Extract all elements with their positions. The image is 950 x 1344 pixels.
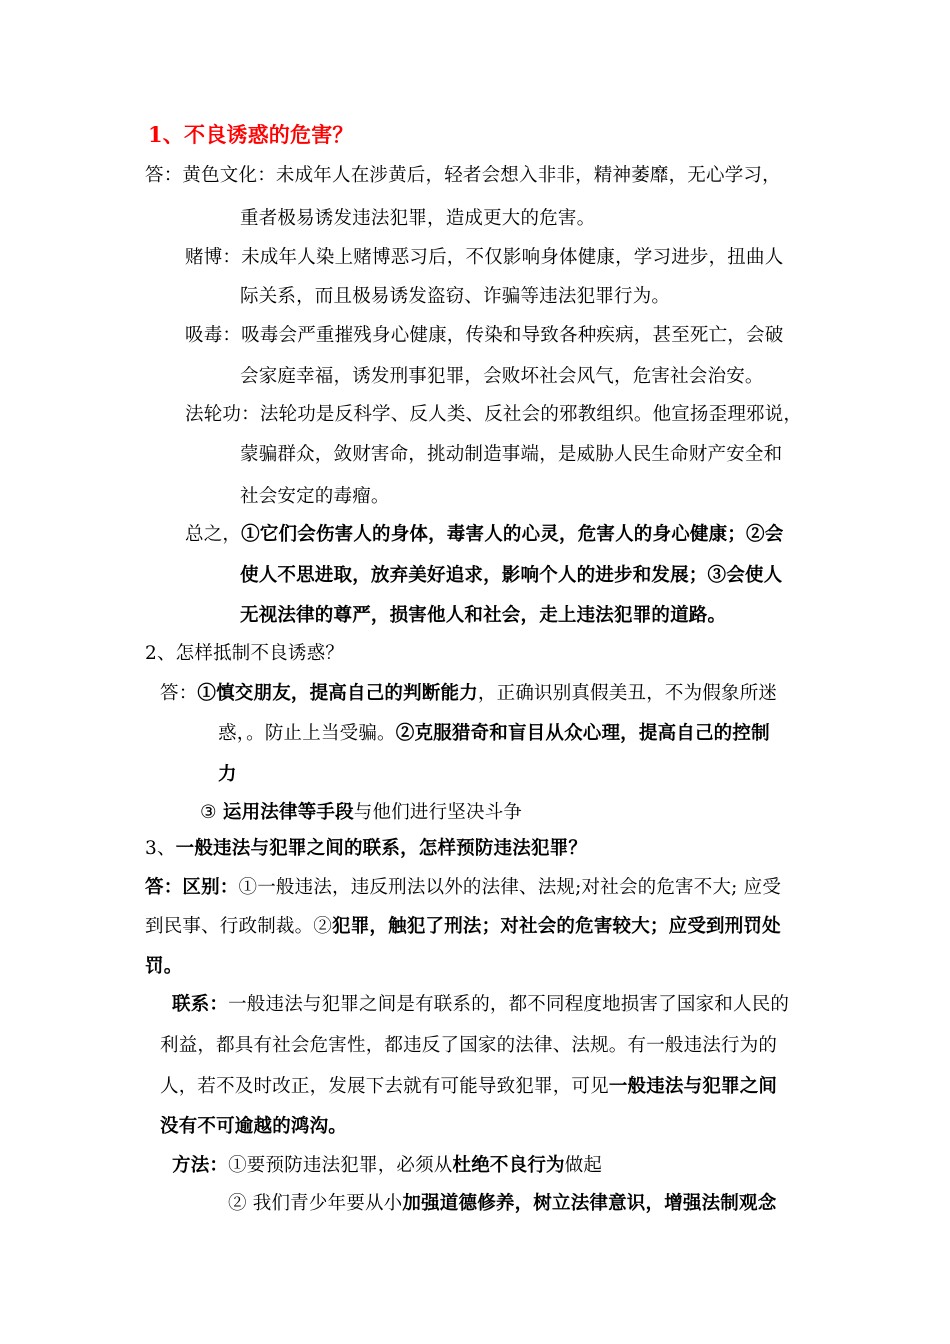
q1-zongzhi-text1: ①它们会伤害人的身体，毒害人的心灵，危害人的身心健康；②会 bbox=[241, 524, 784, 545]
q1-huangse-line2: 重者极易诱发违法犯罪，造成更大的危害。 bbox=[240, 208, 596, 229]
q3-fangfa-line2 bbox=[228, 1191, 776, 1217]
q3-fangfa-text2-num: ② 我们青少年要从小 bbox=[228, 1193, 403, 1214]
q3-qubie-line2 bbox=[145, 914, 781, 940]
q1-xidu-prefix: 吸毒： bbox=[185, 325, 242, 346]
q3-qubie-text2-normal: 到民事、行政制裁。② bbox=[145, 916, 333, 937]
q1-falungong-line2: 蒙骗群众，敛财害命，挑动制造事端，是威胁人民生命财产安全和 bbox=[240, 444, 783, 465]
q2-answer-line2 bbox=[218, 721, 770, 747]
q2-answer-line4 bbox=[200, 800, 522, 826]
q3-fangfa-line1 bbox=[172, 1153, 602, 1179]
q1-huangse-text1: 未成年人在涉黄后，轻者会想入非非，精神萎靡，无心学习， bbox=[275, 165, 781, 186]
q2-point2-bold: ②克服猎奇和盲目从众心理，提高自己的控制 bbox=[395, 723, 770, 744]
q1-falungong-text1: 法轮功是反科学、反人类、反社会的邪教组织。他宣扬歪理邪说， bbox=[259, 404, 803, 425]
q1-falungong-prefix: 法轮功： bbox=[185, 404, 260, 425]
q3-qubie-label: 答：区别： bbox=[145, 877, 239, 898]
q3-qubie-line1 bbox=[145, 875, 781, 901]
q2-answer-line3: 力 bbox=[218, 764, 237, 785]
q1-zongzhi-line1 bbox=[185, 522, 783, 548]
q1-falungong-line3: 社会安定的毒瘤。 bbox=[240, 486, 390, 507]
q1-title: 1、不良诱惑的危害？ bbox=[148, 122, 354, 147]
q1-falungong-line1 bbox=[185, 402, 802, 428]
q2-point1-normal: ，正确识别真假美丑，不为假象所迷 bbox=[477, 683, 778, 704]
q3-lianxi-text3-normal: 人，若不及时改正，发展下去就有可能导致犯罪，可见 bbox=[160, 1076, 609, 1097]
q2-point3-normal: 与他们进行坚决斗争 bbox=[353, 802, 523, 823]
q1-zongzhi-line2: 使人不思进取，放弃美好追求，影响个人的进步和发展；③会使人 bbox=[240, 565, 783, 586]
q3-fangfa-text1-normal: ①要预防违法犯罪，必须从 bbox=[228, 1155, 453, 1176]
q1-huangse-prefix: 答：黄色文化： bbox=[145, 165, 276, 186]
q1-xidu-text1: 吸毒会严重摧残身心健康，传染和导致各种疾病，甚至死亡，会破 bbox=[241, 325, 784, 346]
q3-lianxi-line3 bbox=[160, 1074, 777, 1100]
q1-zongzhi-line3: 无视法律的尊严，损害他人和社会，走上违法犯罪的道路。 bbox=[240, 605, 727, 626]
q3-qubie-text1: ①一般违法，违反刑法以外的法律、法规;对社会的危害不大; 应受 bbox=[238, 877, 782, 898]
q3-lianxi-label: 联系： bbox=[172, 994, 229, 1015]
q1-dubo-text1: 未成年人染上赌博恶习后，不仅影响身体健康，学习进步，扭曲人 bbox=[241, 247, 784, 268]
q3-title bbox=[145, 836, 587, 862]
q3-fangfa-text2-bold: 加强道德修养，树立法律意识，增强法制观念 bbox=[402, 1193, 777, 1214]
q3-qubie-text2-bold: 犯罪，触犯了刑法；对社会的危害较大；应受到刑罚处 bbox=[332, 916, 781, 937]
q3-lianxi-text3-bold: 一般违法与犯罪之间 bbox=[608, 1076, 778, 1097]
q1-dubo-line1 bbox=[185, 245, 783, 271]
q2-point3-num: ③ bbox=[200, 802, 217, 823]
q3-lianxi-text1: 一般违法与犯罪之间是有联系的，都不同程度地损害了国家和人民的 bbox=[228, 994, 790, 1015]
q1-dubo-line2: 际关系，而且极易诱发盗窃、诈骗等违法犯罪行为。 bbox=[240, 286, 671, 307]
q3-title-prefix: 3、 bbox=[145, 838, 176, 859]
q1-xidu-line2: 会家庭幸福，诱发刑事犯罪，会败坏社会风气，危害社会治安。 bbox=[240, 366, 764, 387]
q2-answer-line1 bbox=[160, 681, 777, 707]
q2-answer-prefix: 答： bbox=[160, 683, 198, 704]
q3-fangfa-label: 方法： bbox=[172, 1155, 229, 1176]
q3-fangfa-text1-end: 做起 bbox=[564, 1155, 603, 1176]
q3-title-text: 一般违法与犯罪之间的联系，怎样预防违法犯罪？ bbox=[175, 838, 588, 859]
q1-huangse-line1 bbox=[145, 163, 781, 189]
q2-point3-bold: 运用法律等手段 bbox=[222, 802, 354, 823]
q2-title: 2、怎样抵制不良诱惑？ bbox=[145, 643, 344, 664]
q3-lianxi-line2: 利益，都具有社会危害性，都违反了国家的法律、法规。有一般违法行为的 bbox=[160, 1035, 778, 1056]
q1-xidu-line1 bbox=[185, 323, 783, 349]
q3-qubie-line3: 罚。 bbox=[145, 956, 183, 977]
q3-lianxi-line4: 没有不可逾越的鸿沟。 bbox=[160, 1116, 348, 1137]
q2-line2-normal: 惑，。防止上当受骗。 bbox=[218, 723, 396, 744]
q1-zongzhi-prefix: 总之， bbox=[185, 524, 242, 545]
q2-point1-bold: ①慎交朋友，提高自己的判断能力 bbox=[197, 683, 478, 704]
q1-dubo-prefix: 赌博： bbox=[185, 247, 242, 268]
q3-lianxi-line1 bbox=[172, 992, 789, 1018]
q3-fangfa-text1-bold: 杜绝不良行为 bbox=[452, 1155, 565, 1176]
